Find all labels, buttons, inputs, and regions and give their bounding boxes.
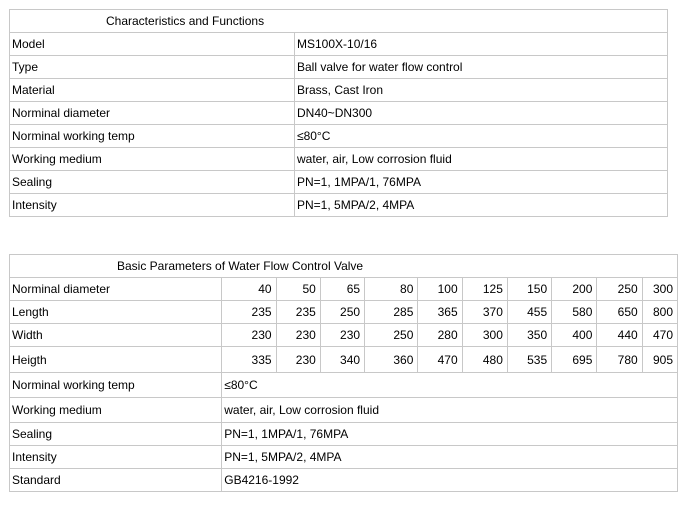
row-value: water, air, Low corrosion fluid — [295, 148, 668, 171]
table-row — [10, 102, 668, 125]
row-label: Width — [10, 324, 222, 347]
table-cell: 335 — [222, 347, 276, 373]
table-cell: 230 — [276, 347, 320, 373]
parameters-title: Basic Parameters of Water Flow Control Valve — [10, 255, 678, 278]
table-cell: 780 — [597, 347, 642, 373]
table-cell: 65 — [320, 278, 364, 301]
table-cell: 80 — [365, 278, 418, 301]
row-label: Working medium — [10, 398, 222, 423]
table-row — [10, 469, 678, 492]
table-cell: 400 — [552, 324, 597, 347]
table-cell: 360 — [365, 347, 418, 373]
row-value: GB4216-1992 — [222, 469, 678, 492]
row-label: Sealing — [10, 423, 222, 446]
table-row — [10, 398, 678, 423]
table-row — [10, 125, 668, 148]
table-cell: 125 — [462, 278, 507, 301]
row-label: Standard — [10, 469, 222, 492]
row-value: PN=1, 1MPA/1, 76MPA — [295, 171, 668, 194]
table-cell: 235 — [222, 301, 276, 324]
table-cell: 455 — [507, 301, 551, 324]
table-cell: 350 — [507, 324, 551, 347]
table-cell: 230 — [320, 324, 364, 347]
table-cell: 280 — [418, 324, 462, 347]
table-title-row — [10, 255, 678, 278]
row-value: water, air, Low corrosion fluid — [222, 398, 678, 423]
table-cell: 695 — [552, 347, 597, 373]
table-row — [10, 324, 678, 347]
row-value: PN=1, 5MPA/2, 4MPA — [222, 446, 678, 469]
table-cell: 285 — [365, 301, 418, 324]
row-value: ≤80°C — [295, 125, 668, 148]
row-value: PN=1, 1MPA/1, 76MPA — [222, 423, 678, 446]
characteristics-title: Characteristics and Functions — [10, 10, 668, 33]
table-cell: 250 — [597, 278, 642, 301]
table-cell: 535 — [507, 347, 551, 373]
row-label: Intensity — [10, 194, 295, 217]
table-row — [10, 171, 668, 194]
row-value: ≤80°C — [222, 373, 678, 398]
table-cell: 340 — [320, 347, 364, 373]
table-cell: 250 — [365, 324, 418, 347]
table-cell: 905 — [642, 347, 677, 373]
table-cell: 300 — [642, 278, 677, 301]
row-label: Norminal diameter — [10, 102, 295, 125]
row-value: PN=1, 5MPA/2, 4MPA — [295, 194, 668, 217]
row-label: Intensity — [10, 446, 222, 469]
row-label: Heigth — [10, 347, 222, 373]
row-label: Norminal diameter — [10, 278, 222, 301]
table-cell: 50 — [276, 278, 320, 301]
table-row — [10, 373, 678, 398]
row-label: Length — [10, 301, 222, 324]
table-cell: 150 — [507, 278, 551, 301]
table-row — [10, 347, 678, 373]
table-cell: 800 — [642, 301, 677, 324]
row-label: Working medium — [10, 148, 295, 171]
table-title-row — [10, 10, 668, 33]
table-row — [10, 148, 668, 171]
table-cell: 100 — [418, 278, 462, 301]
row-label: Material — [10, 79, 295, 102]
table-cell: 230 — [222, 324, 276, 347]
table-cell: 230 — [276, 324, 320, 347]
table-row — [10, 423, 678, 446]
row-value: DN40~DN300 — [295, 102, 668, 125]
row-label: Type — [10, 56, 295, 79]
table-cell: 365 — [418, 301, 462, 324]
table-cell: 300 — [462, 324, 507, 347]
table-cell: 250 — [320, 301, 364, 324]
table-cell: 650 — [597, 301, 642, 324]
table-cell: 580 — [552, 301, 597, 324]
table-row — [10, 301, 678, 324]
row-value: Ball valve for water flow control — [295, 56, 668, 79]
table-cell: 470 — [642, 324, 677, 347]
table-cell: 470 — [418, 347, 462, 373]
table-row — [10, 79, 668, 102]
table-cell: 480 — [462, 347, 507, 373]
table-cell: 440 — [597, 324, 642, 347]
row-label: Norminal working temp — [10, 125, 295, 148]
table-row — [10, 194, 668, 217]
table-row — [10, 56, 668, 79]
table-cell: 40 — [222, 278, 276, 301]
table-cell: 370 — [462, 301, 507, 324]
table-row — [10, 446, 678, 469]
row-value: MS100X-10/16 — [295, 33, 668, 56]
table-cell: 235 — [276, 301, 320, 324]
row-label: Model — [10, 33, 295, 56]
characteristics-table — [9, 9, 668, 217]
table-row — [10, 33, 668, 56]
table-row — [10, 278, 678, 301]
table-cell: 200 — [552, 278, 597, 301]
row-value: Brass, Cast Iron — [295, 79, 668, 102]
row-label: Sealing — [10, 171, 295, 194]
row-label: Norminal working temp — [10, 373, 222, 398]
parameters-table — [9, 254, 678, 492]
